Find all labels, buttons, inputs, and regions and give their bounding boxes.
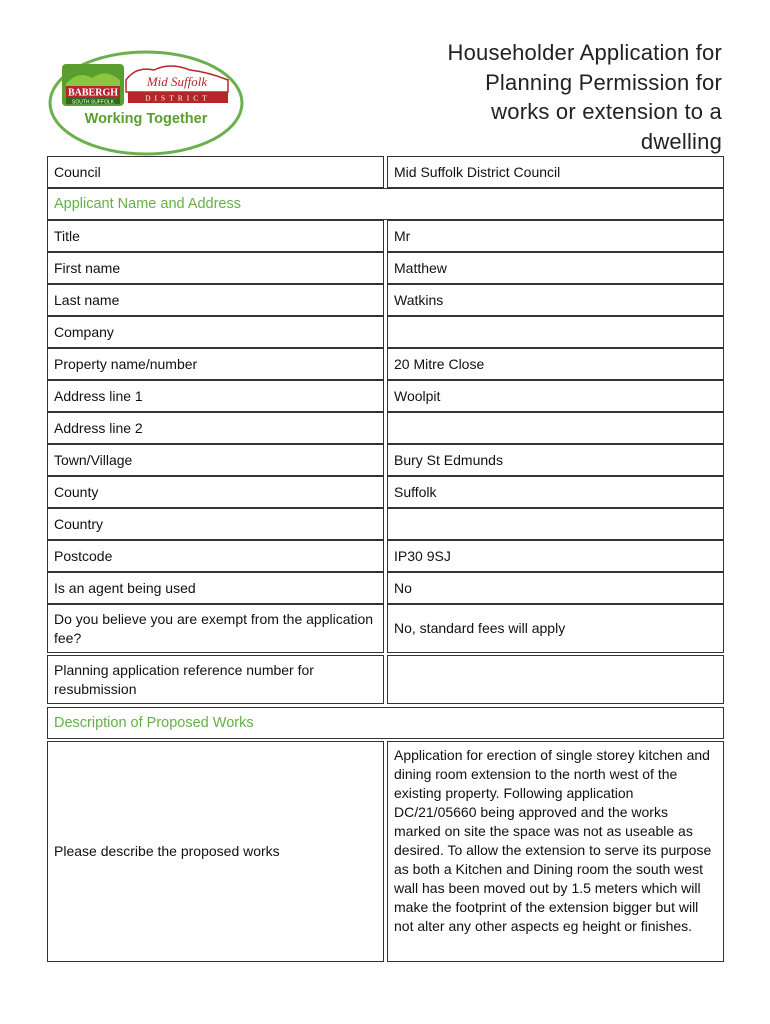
field-label: Postcode <box>47 540 384 572</box>
field-value: Matthew <box>387 252 724 284</box>
field-value: Watkins <box>387 284 724 316</box>
council-logo <box>48 50 244 156</box>
form-row-last-name <box>47 284 724 316</box>
title-line: Householder Application for <box>447 40 722 65</box>
title-line: works or extension to a <box>491 99 722 124</box>
field-label: Property name/number <box>47 348 384 380</box>
field-label: Council <box>47 156 384 188</box>
field-value: Bury St Edmunds <box>387 444 724 476</box>
field-value <box>387 655 724 704</box>
field-label: Last name <box>47 284 384 316</box>
form-row-town-village <box>47 444 724 476</box>
form-row-company <box>47 316 724 348</box>
form-row-is-an-agent-being-used <box>47 572 724 604</box>
field-label: Is an agent being used <box>47 572 384 604</box>
form-row-address-line-1 <box>47 380 724 412</box>
field-label: County <box>47 476 384 508</box>
field-value <box>387 412 724 444</box>
field-label: Title <box>47 220 384 252</box>
field-value: Application for erection of single storey kitchen and dining room extension to the north west of the existing property. Following application DC/21/05660 being approved and the works marked on site the space was not as useable as desired. To allow the extension to serve its purpose as both a Kitchen and Dining room the south west wall has been moved out by 1.5 meters which will make the footprint of the extension bigger but will not alter any other aspects eg height or finishes. <box>387 741 724 962</box>
section-header-row <box>47 707 724 739</box>
field-label: Address line 1 <box>47 380 384 412</box>
tagline-text: Working Together <box>84 111 208 127</box>
section-title: Description of Proposed Works <box>47 707 724 739</box>
field-label: Please describe the proposed works <box>47 741 384 962</box>
field-value <box>387 316 724 348</box>
form-row-planning-application-reference-number-fo <box>47 655 724 704</box>
field-label: Planning application reference number for resubmission <box>47 655 384 704</box>
field-value: No <box>387 572 724 604</box>
form-row-do-you-believe-you-are-exempt-from-the-a <box>47 604 724 653</box>
form-row-property-name-number <box>47 348 724 380</box>
section-header-row <box>47 188 724 220</box>
form-row-address-line-2 <box>47 412 724 444</box>
form-row-council <box>47 156 724 188</box>
field-label: Address line 2 <box>47 412 384 444</box>
title-line: dwelling <box>640 128 722 154</box>
field-label: Town/Village <box>47 444 384 476</box>
title-line: Planning Permission for <box>485 69 722 95</box>
district-text: DISTRICT <box>145 93 211 103</box>
field-label: Country <box>47 508 384 540</box>
babergh-badge <box>62 64 124 106</box>
section-title: Applicant Name and Address <box>47 188 724 220</box>
form-row-please-describe-the-proposed-works <box>47 741 724 962</box>
form-row-country <box>47 508 724 540</box>
field-label: First name <box>47 252 384 284</box>
field-value: Mr <box>387 220 724 252</box>
form-row-first-name <box>47 252 724 284</box>
babergh-sub-text: SOUTH SUFFOLK <box>72 99 114 106</box>
form-row-postcode <box>47 540 724 572</box>
field-label: Company <box>47 316 384 348</box>
field-value: Suffolk <box>387 476 724 508</box>
field-value: IP30 9SJ <box>387 540 724 572</box>
field-value: No, standard fees will apply <box>387 604 724 653</box>
field-value: Mid Suffolk District Council <box>387 156 724 188</box>
field-value: Woolpit <box>387 380 724 412</box>
field-value <box>387 508 724 540</box>
form-row-title <box>47 220 724 252</box>
document-title <box>362 38 722 156</box>
babergh-text: BABERGH <box>67 87 119 99</box>
field-label: Do you believe you are exempt from the application fee? <box>47 604 384 653</box>
field-value: 20 Mitre Close <box>387 348 724 380</box>
form-row-county <box>47 476 724 508</box>
mid-suffolk-text: Mid Suffolk <box>146 74 208 89</box>
